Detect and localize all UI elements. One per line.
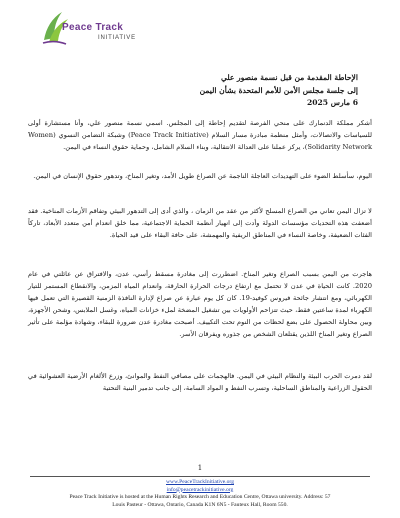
- heading-date: 6 مارس 2025: [306, 98, 358, 107]
- paragraph-conflict: لا تزال اليمن تعاني من الصراع المسلح لأكثر من عقد من الزمان ، والذي أدى إلى التدهور البيئي وتفاقم الأزمات المناخية. فقد أضعفت هذه التحديات مؤسسات الدولة وأدت إلى انهيار أنظمة الحماية الاجتماعية، مما خلق انعدام أمن متعدد الأبعاد، تاركاً الفئات الضعيفة، وخاصة النساء في المناطق الريفية والمهمشة، على حافة البقاء على قيد الحياة.: [28, 207, 372, 239]
- logo-title: Peace Track: [62, 22, 124, 33]
- footer-address-line-2: Louis Pasteur - Ottawa, Ontario, Canada K1N 6N5 - Fauteux Hall, Room 550.: [112, 501, 288, 508]
- peace-track-logo: [40, 10, 150, 50]
- footer-divider: [30, 476, 370, 477]
- website-link[interactable]: www.PeaceTrackInitiative.org: [166, 479, 234, 485]
- footer-address-line-1: Peace Track Initiative is hosted at the Human Rights Research and Education Centre, Ottawa university. Address: 57: [69, 494, 331, 500]
- paragraph-personal-story: هاجرت من اليمن بسبب الصراع وتغير المناخ. اضطررت إلى مغادرة مسقط رأسي، عدن، والافتراق عن عائلتي في عام 2020. كانت الحياة في عدن لا تحتمل مع ارتفاع درجات الحرارة الحارقة، وانعدام المياه المزمن، والانقطاع المستمر للتيار الكهربائي، ومع انتشار جائحة فيروس كوفيد-19. كان كل يوم عبارة عن صراع لإدارة النافذة الزمنية القصيرة التي تعمل فيها الكهرباء لمدة ساعتين فقط، حيث تتزاحم الأولويات بين تشغيل المضخة لملء خزانات المياه، وغسل الملابس، وشحن الأجهزة، وبين محاولة الحصول على بضع لحظات من النوم تحت التكييف. أصبحت مغادرة عدن ضرورة للبقاء، وشهادة مؤلمة على تأثير الصراع وتغير المناخ اللذين يقتلعان الشخص من جذوره ويفرقان الأسر.: [28, 270, 373, 338]
- email-link[interactable]: info@peacetrackinitiative.org: [166, 486, 234, 493]
- heading-line-1: الإحاطة المقدمة من قبل نسمة منصور علي: [221, 73, 358, 82]
- page-number: 1: [197, 464, 203, 472]
- page-footer: [28, 479, 372, 509]
- paragraph-intro: أشكر مملكة الدنمارك على منحي الفرصة لتقديم إحاطة إلى المجلس. اسمي نسمة منصور علي، وأنا مستشارة أولى للسياسات والاتصالات، وأمثل منظمة مبادرة مسار السلام (Peace Track Initiative) وشبكة التضامن النسوي (Women Solidarity Network)، يركز عملنا على العدالة الانتقالية، وبناء السلام الشامل، وحماية حقوق النساء في اليمن.: [28, 119, 373, 151]
- paragraph-environment: لقد دمرت الحرب البيئة والنظام البيئي في اليمن. فالهجمات على مصافي النفط والموانئ، وزرع الألغام الأرضية العشوائية في الحقول الزراعية والمناطق الساحلية، وتسرب النفط و المواد السامة، إلى جانب تدمير البنية التحتية: [28, 372, 372, 392]
- briefing-heading: [200, 72, 358, 110]
- paragraph-focus: اليوم، سأسلط الضوء على التهديدات العاجلة الناجمة عن الصراع طويل الأمد، وتغير المناخ، وتدهور حقوق الإنسان في اليمن.: [33, 172, 372, 180]
- heading-line-2: إلى جلسة مجلس الأمن للأمم المتحدة بشأن اليمن: [199, 85, 358, 95]
- logo-subtitle: INITIATIVE: [98, 35, 136, 41]
